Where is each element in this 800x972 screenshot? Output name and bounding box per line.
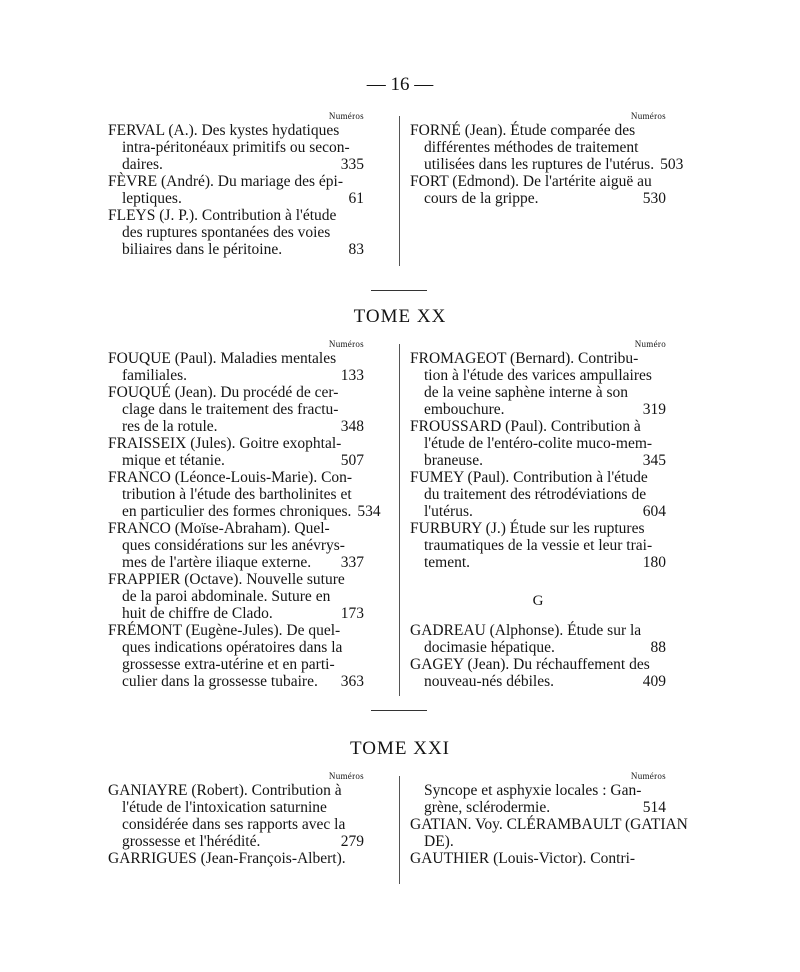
entry-line: grossesse extra-utérine et en parti-: [122, 656, 335, 673]
entry-text: daires.: [122, 156, 163, 173]
right-column: [410, 338, 666, 690]
index-entry: [108, 350, 364, 384]
index-entry: [108, 207, 364, 258]
entry-last-line: [108, 503, 381, 520]
entry-last-line: [108, 241, 364, 258]
left-column: [108, 770, 364, 867]
entry-text: mes de l'artère iliaque externe.: [122, 554, 312, 571]
entry-number: 604: [642, 503, 666, 520]
section-tome-xx: [108, 338, 698, 694]
entry-line: FORT (Edmond). De l'artérite aiguë au: [410, 173, 652, 190]
entry-line: l'étude de l'intoxication saturnine: [122, 799, 327, 816]
entry-line: FRÉMONT (Eugène-Jules). De quel-: [108, 622, 341, 639]
entry-number: 61: [348, 190, 364, 207]
column-divider: [399, 116, 400, 266]
index-entry: [108, 122, 364, 173]
entry-line: FORNÉ (Jean). Étude comparée des: [410, 122, 636, 139]
entry-last-line: [108, 452, 364, 469]
entry-line: FRAISSEIX (Jules). Goitre exophtal-: [108, 435, 342, 452]
index-entry: [108, 622, 364, 690]
entry-last-line: [410, 833, 666, 850]
entry-number: 337: [340, 554, 364, 571]
numeros-header: Numéros: [630, 111, 666, 121]
index-entry: [108, 520, 364, 571]
numeros-header: Numéros: [630, 771, 666, 781]
entry-number: 83: [348, 241, 364, 258]
entry-line: clage dans le traitement des fractu-: [122, 401, 339, 418]
entry-line: de la veine saphène interne à son: [424, 384, 628, 401]
entry-last-line: [410, 156, 684, 173]
entry-line: intra-péritonéaux primitifs ou secon-: [122, 139, 350, 156]
right-column: [410, 770, 688, 867]
column-divider: [399, 344, 400, 696]
entry-number: 530: [642, 190, 666, 207]
entry-last-line: [410, 639, 666, 656]
entry-last-line: [410, 452, 666, 469]
entry-number: 514: [642, 799, 666, 816]
entry-number: [660, 850, 666, 867]
entry-last-line: [410, 554, 666, 571]
section-top: [108, 110, 698, 260]
index-entry: [410, 173, 666, 207]
entry-line: FERVAL (A.). Des kystes hydatiques: [108, 122, 340, 139]
entry-last-line: [410, 190, 666, 207]
entry-line: du traitement des rétrodéviations de: [424, 486, 647, 503]
entry-text: nouveau-nés débiles.: [424, 673, 554, 690]
entry-line: GAGEY (Jean). Du réchauffement des: [410, 656, 650, 673]
entry-text: DE).: [424, 833, 454, 850]
entry-line: FLEYS (J. P.). Contribution à l'étude: [108, 207, 337, 224]
entry-text: cours de la grippe.: [424, 190, 539, 207]
entry-text: grossesse et l'hérédité.: [122, 833, 261, 850]
section-rule: [371, 290, 427, 291]
entry-last-line: [410, 503, 666, 520]
entry-number: 348: [340, 418, 364, 435]
index-entry: [108, 384, 364, 435]
entry-line: traumatiques de la vessie et leur trai-: [424, 537, 653, 554]
entry-text: en particulier des formes chroniques.: [122, 503, 352, 520]
index-entry: [410, 656, 666, 690]
index-entry: [108, 782, 364, 850]
left-column: [108, 338, 381, 690]
entry-line: différentes méthodes de traitement: [424, 139, 639, 156]
entry-number: 345: [642, 452, 666, 469]
numeros-header: Numéro: [634, 339, 666, 349]
entry-last-line: [108, 367, 364, 384]
entry-number: 133: [340, 367, 364, 384]
entry-last-line: [108, 673, 364, 690]
entry-line: GADREAU (Alphonse). Étude sur la: [410, 622, 642, 639]
entry-text: tement.: [424, 554, 471, 571]
entry-line: l'étude de l'entéro-colite muco-mem-: [424, 435, 653, 452]
entry-number: 180: [642, 554, 666, 571]
entry-text: l'utérus.: [424, 503, 473, 520]
entry-text: mique et tétanie.: [122, 452, 225, 469]
entry-text: utilisées dans les ruptures de l'utérus.: [424, 156, 655, 173]
entry-number: 88: [650, 639, 666, 656]
entry-number: 507: [340, 452, 364, 469]
entry-line: tribution à l'étude des bartholinites et: [122, 486, 352, 503]
entry-line: FOUQUE (Paul). Maladies mentales: [108, 350, 337, 367]
entry-last-line: [108, 190, 364, 207]
index-entry: [410, 782, 666, 816]
entry-line: de la paroi abdominale. Suture en: [122, 588, 331, 605]
index-entry: [410, 520, 666, 571]
entry-last-line: [410, 673, 666, 690]
entry-number: [660, 833, 666, 850]
entry-number: 335: [340, 156, 364, 173]
entry-text: biliaires dans le péritoine.: [122, 241, 283, 258]
numeros-header: Numéros: [328, 771, 364, 781]
index-entry: [410, 469, 666, 520]
entry-line: FRAPPIER (Octave). Nouvelle suture: [108, 571, 345, 588]
entry-last-line: [108, 156, 364, 173]
entry-text: GAUTHIER (Louis-Victor). Contri-: [410, 850, 636, 867]
entry-last-line: [108, 418, 364, 435]
entry-text: GARRIGUES (Jean-François-Albert).: [108, 850, 346, 867]
entry-line: FOUQUÉ (Jean). Du procédé de cer-: [108, 384, 339, 401]
index-entry: [410, 122, 684, 173]
index-entry: [108, 173, 364, 207]
index-entry: [410, 622, 666, 656]
entry-last-line: [410, 799, 666, 816]
entry-text: grène, sclérodermie.: [424, 799, 551, 816]
numeros-header: Numéros: [328, 339, 364, 349]
tome-title: TOME XXI: [349, 738, 450, 759]
page-number: — 16 —: [366, 74, 434, 95]
entry-number: 279: [340, 833, 364, 850]
index-entry: [108, 435, 364, 469]
index-entry: [410, 418, 666, 469]
right-column: [410, 110, 684, 207]
letter-heading: G: [532, 593, 544, 609]
index-entry: [410, 816, 688, 850]
entry-line: GATIAN. Voy. CLÉRAMBAULT (GATIAN: [410, 816, 688, 833]
index-entry: [108, 850, 364, 867]
entry-line: tion à l'étude des varices ampullaires: [424, 367, 652, 384]
entry-line: FROUSSARD (Paul). Contribution à: [410, 418, 641, 435]
entry-number: 173: [340, 605, 364, 622]
entry-text: familiales.: [122, 367, 187, 384]
entry-last-line: [410, 850, 666, 867]
left-column: [108, 110, 364, 258]
entry-text: braneuse.: [424, 452, 483, 469]
entry-number: [358, 850, 364, 867]
entry-line: FRANCO (Léonce-Louis-Marie). Con-: [108, 469, 353, 486]
entry-line: FURBURY (J.) Étude sur les ruptures: [410, 520, 645, 537]
entry-line: considérée dans ses rapports avec la: [122, 816, 346, 833]
entry-number: 363: [340, 673, 364, 690]
entry-text: culier dans la grossesse tubaire.: [122, 673, 318, 690]
entry-last-line: [108, 833, 364, 850]
entry-text: leptiques.: [122, 190, 182, 207]
entry-last-line: [108, 554, 364, 571]
entry-number: 409: [642, 673, 666, 690]
entry-line: FRANCO (Moïse-Abraham). Quel-: [108, 520, 330, 537]
entry-last-line: [410, 401, 666, 418]
entry-line: ques considérations sur les anévrys-: [122, 537, 345, 554]
numeros-header: Numéros: [328, 111, 364, 121]
entry-number: 503: [660, 156, 684, 173]
index-entry: [108, 571, 364, 622]
entry-text: docimasie hépatique.: [424, 639, 555, 656]
section-rule: [371, 710, 427, 711]
index-entry: [410, 850, 666, 867]
entry-line: FUMEY (Paul). Contribution à l'étude: [410, 469, 648, 486]
tome-title: TOME XX: [353, 306, 447, 327]
entry-number: 534: [357, 503, 381, 520]
entry-line: FROMAGEOT (Bernard). Contribu-: [410, 350, 639, 367]
entry-line: GANIAYRE (Robert). Contribution à: [108, 782, 342, 799]
entry-number: 319: [642, 401, 666, 418]
section-tome-xxi: [108, 770, 698, 880]
entry-line: ques indications opératoires dans la: [122, 639, 343, 656]
entry-text: embouchure.: [424, 401, 505, 418]
entry-last-line: [108, 850, 364, 867]
entry-line: FÈVRE (André). Du mariage des épi-: [108, 173, 344, 190]
column-divider: [399, 776, 400, 884]
entry-last-line: [108, 605, 364, 622]
entry-line: Syncope et asphyxie locales : Gan-: [424, 782, 642, 799]
entry-line: des ruptures spontanées des voies: [122, 224, 331, 241]
index-entry: [108, 469, 381, 520]
entry-text: res de la rotule.: [122, 418, 218, 435]
entry-text: huit de chiffre de Clado.: [122, 605, 273, 622]
index-entry: [410, 350, 666, 418]
